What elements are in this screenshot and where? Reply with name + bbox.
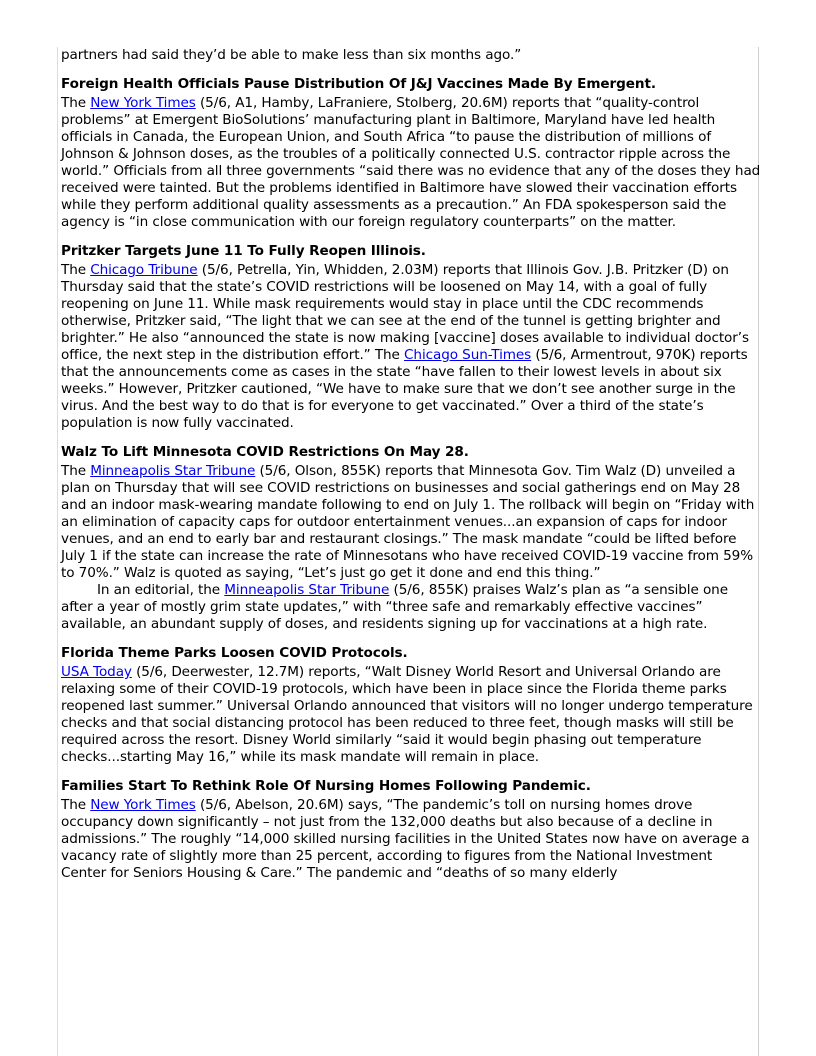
article-emergent [61, 76, 761, 231]
article-headline: Families Start To Rethink Role Of Nursing Homes Following Pandemic. [61, 778, 591, 794]
article-body-editorial: In an editorial, the Minneapolis Star Tribune (5/6, 855K) praises Walz’s plan as “a sensible one after a year of mostly grim state updates,” with “three safe and remarkably effective vaccines” available, an abundant supply of doses, and residents signing up for vaccinations at a high rate. [61, 582, 728, 632]
article-headline: Pritzker Targets June 11 To Fully Reopen Illinois. [61, 243, 426, 259]
article-body: USA Today (5/6, Deerwester, 12.7M) reports, “Walt Disney World Resort and Universal Orlando are relaxing some of their COVID-19 protocols, which have been in place since the Florida theme parks reopened last summer.” Universal Orlando announced that visitors will no longer undergo temperature checks and that social distancing protocol has been reduced to three feet, though masks will still be required across the resort. Disney World similarly “said it would begin phasing out temperature checks...starting May 16,” while its mask mandate will remain in place. [61, 664, 753, 765]
article-body: The New York Times (5/6, A1, Hamby, LaFraniere, Stolberg, 20.6M) reports that “quality-control problems” at Emergent BioSolutions’ manufacturing plant in Baltimore, Maryland have led health officials in Canada, the European Union, and South Africa “to pause the distribution of millions of Johnson & Johnson doses, as the troubles of a politically connected U.S. contractor ripple across the world.” Officials from all three governments “said there was no evidence that any of the doses they had received were tainted. But the problems identified in Baltimore have slowed their vaccination efforts while they perform additional quality assessments as a precaution.” An FDA spokesperson said the agency is “in close communication with our foreign regulatory counterparts” on the matter. [61, 95, 761, 230]
article-headline: Foreign Health Officials Pause Distribution Of J&J Vaccines Made By Emergent. [61, 76, 656, 92]
article-headline: Florida Theme Parks Loosen COVID Protocols. [61, 645, 408, 661]
source-link-nyt-2[interactable]: New York Times [90, 797, 196, 813]
article-body: The Minneapolis Star Tribune (5/6, Olson, 855K) reports that Minnesota Gov. Tim Walz (D) unveiled a plan on Thursday that will see COVID restrictions on businesses and social gatherings end on May 28 and an indoor mask-wearing mandate following to end on July 1. The rollback will begin on “Friday with an elimination of capacity caps for outdoor entertainment venues...an expansion of caps for indoor venues, and an end to early bar and restaurant closings.” The mask mandate “could be lifted before July 1 if the state can increase the rate of Minnesotans who have received COVID-19 vaccine from 59% to 70%.” Walz is quoted as saying, “Let’s just go get it done and end this thing.” [61, 463, 755, 581]
page-left-border [57, 47, 58, 1056]
source-link-star-tribune[interactable]: Minneapolis Star Tribune [90, 463, 256, 479]
source-link-star-tribune-editorial[interactable]: Minneapolis Star Tribune [224, 582, 390, 598]
document-page [61, 47, 759, 1056]
article-body: The New York Times (5/6, Abelson, 20.6M) says, “The pandemic’s toll on nursing homes drove occupancy down significantly – not just from the 132,000 deaths but also because of a decline in admissions.” The roughly “14,000 skilled nursing facilities in the United States now have on average a vacancy rate of slightly more than 25 percent, according to figures from the National Investment Center for Seniors Housing & Care.” The pandemic and “deaths of so many elderly [61, 797, 750, 881]
document-content [61, 47, 761, 882]
source-link-chicago-tribune[interactable]: Chicago Tribune [90, 262, 198, 278]
article-nursing-homes [61, 778, 761, 882]
article-headline: Walz To Lift Minnesota COVID Restrictions On May 28. [61, 444, 469, 460]
article-florida [61, 645, 761, 766]
article-walz [61, 444, 761, 633]
source-link-usa-today[interactable]: USA Today [61, 664, 132, 680]
source-link-chicago-sun-times[interactable]: Chicago Sun-Times [404, 347, 532, 363]
article-body: The Chicago Tribune (5/6, Petrella, Yin, Whidden, 2.03M) reports that Illinois Gov. J.B. Pritzker (D) on Thursday said that the state’s COVID restrictions will be loosened on May 14, with a goal of fully reopening on June 11. While mask requirements would stay in place until the CDC recommends otherwise, Pritzker said, “The light that we can see at the end of the tunnel is getting brighter and brighter.” He also “announced the state is now making [vaccine] doses available to individual doctor’s office, the next step in the distribution effort.” The Chicago Sun-Times (5/6, Armentrout, 970K) reports that the announcements come as cases in the state “have fallen to their lowest levels in about six weeks.” However, Pritzker cautioned, “We have to make sure that we don’t see another surge in the virus. And the best way to do that is for everyone to get vaccinated.” Over a third of the state’s population is now fully vaccinated. [61, 262, 749, 431]
continuation-text: partners had said they’d be able to make less than six months ago.” [61, 47, 522, 63]
article-pritzker [61, 243, 761, 432]
source-link-nyt[interactable]: New York Times [90, 95, 196, 111]
